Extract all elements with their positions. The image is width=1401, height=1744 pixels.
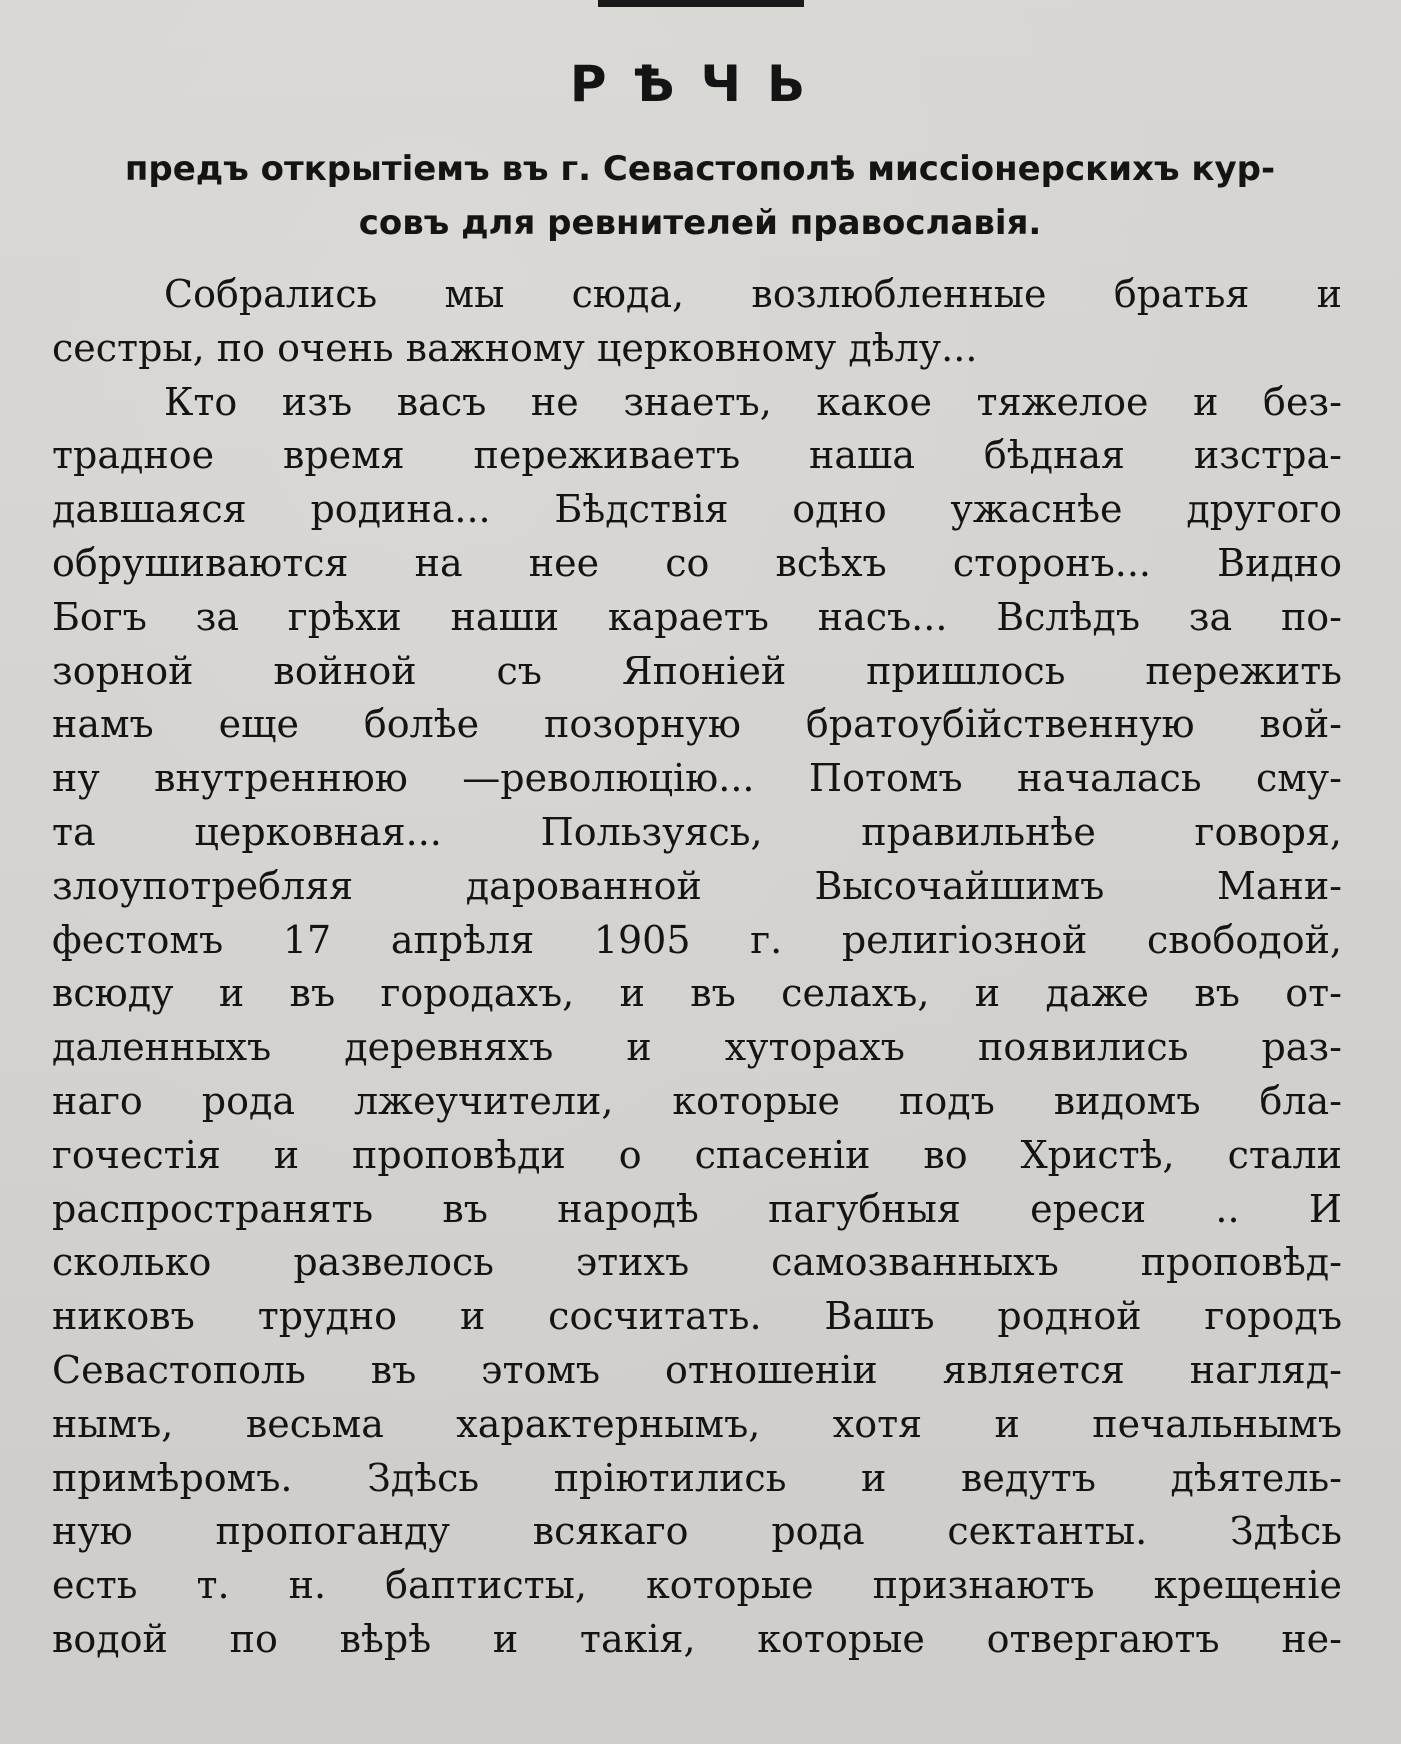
text-line: Собрались мы сюда, возлюбленные братья и <box>164 272 1342 316</box>
text-line: распространять въ народѣ пагубныя ереси .. И <box>52 1186 1342 1231</box>
text-line: наго рода лжеучители, которые подъ видомъ бла- <box>52 1078 1342 1123</box>
body-text <box>52 268 1342 1667</box>
text-line: всюду и въ городахъ, и въ селахъ, и даже въ от- <box>52 971 1342 1016</box>
text-line: намъ еще болѣе позорную братоубійственную вой- <box>52 702 1342 747</box>
text-line: сестры, по очень важному церковному дѣлу... <box>52 325 978 370</box>
text-line: зорной войной съ Японіей пришлось пережить <box>52 648 1342 693</box>
text-line: Кто изъ васъ не знаетъ, какое тяжелое и без- <box>164 379 1342 424</box>
text-line: примѣромъ. Здѣсь пріютились и ведутъ дѣятель- <box>52 1455 1342 1500</box>
page-title: РѢЧЬ <box>569 55 832 113</box>
text-line: есть т. н. баптисты, которые признаютъ крещеніе <box>52 1563 1342 1608</box>
text-line: водой по вѣрѣ и такія, которые отвергаютъ не- <box>52 1616 1342 1661</box>
text-line: ну внутреннюю —революцію... Потомъ началась сму- <box>52 756 1342 801</box>
subtitle-line: совъ для ревнителей православія. <box>358 203 1042 243</box>
text-line: гочестія и проповѣди о спасеніи во Христѣ, стали <box>52 1132 1342 1177</box>
text-line: Севастополь въ этомъ отношеніи является нагляд- <box>52 1347 1342 1392</box>
text-line: давшаяся родина... Бѣдствія одно ужаснѣе другого <box>52 487 1342 532</box>
top-rule <box>598 0 804 7</box>
text-line: фестомъ 17 апрѣля 1905 г. религіозной свободой, <box>52 917 1342 962</box>
text-line: злоупотребляя дарованной Высочайшимъ Мани- <box>52 863 1342 908</box>
text-line: никовъ трудно и сосчитать. Вашъ родной городъ <box>52 1294 1342 1339</box>
subtitle-line: предъ открытіемъ въ г. Севастополѣ миссіонерскихъ кур- <box>124 149 1276 189</box>
text-line: сколько развелось этихъ самозванныхъ проповѣд- <box>52 1240 1342 1285</box>
text-line: та церковная... Пользуясь, правильнѣе говоря, <box>52 809 1342 854</box>
text-line: даленныхъ деревняхъ и хуторахъ появились раз- <box>52 1025 1342 1070</box>
text-line: нымъ, весьма характернымъ, хотя и печальнымъ <box>52 1401 1342 1446</box>
text-line: Богъ за грѣхи наши караетъ насъ... Вслѣдъ за по- <box>52 594 1342 639</box>
subtitle <box>55 142 1345 250</box>
text-line: обрушиваются на нее со всѣхъ сторонъ... Видно <box>52 540 1342 585</box>
text-line: традное время переживаетъ наша бѣдная изстра- <box>52 433 1342 478</box>
text-line: ную пропоганду всякаго рода сектанты. Здѣсь <box>52 1509 1342 1554</box>
